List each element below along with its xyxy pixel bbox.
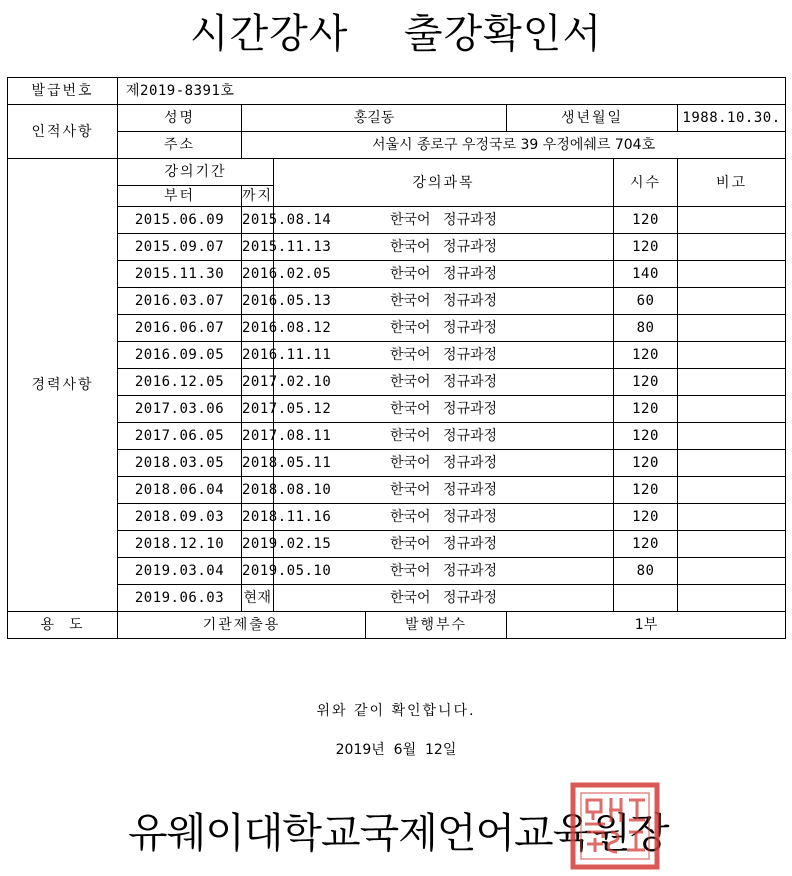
- career-row: [8, 396, 786, 423]
- birth-label: 생년월일: [507, 105, 678, 132]
- career-row: [8, 477, 786, 504]
- note-value: [678, 234, 786, 261]
- course-name: 한국어 정규과정: [274, 261, 614, 288]
- document-title: 시간강사 출강확인서: [189, 11, 603, 57]
- career-row: [8, 558, 786, 585]
- copies-value: 1부: [507, 612, 786, 639]
- period-from: 2019.06.03: [118, 585, 242, 612]
- career-row: [8, 531, 786, 558]
- course-name: 한국어 정규과정: [274, 315, 614, 342]
- career-row: [8, 450, 786, 477]
- career-row: [8, 369, 786, 396]
- note-value: [678, 288, 786, 315]
- note-value: [678, 450, 786, 477]
- usage-section: [8, 612, 786, 639]
- hours-header: 시수: [614, 159, 678, 207]
- career-row: [8, 315, 786, 342]
- hours-value: 140: [614, 261, 678, 288]
- from-header: 부터: [118, 186, 242, 207]
- hours-value: [614, 585, 678, 612]
- course-name: 한국어 정규과정: [274, 207, 614, 234]
- to-header: 까지: [242, 186, 274, 207]
- period-to: 2019.02.15: [242, 531, 274, 558]
- course-name: 한국어 정규과정: [274, 477, 614, 504]
- period-from: 2015.09.07: [118, 234, 242, 261]
- note-value: [678, 504, 786, 531]
- period-to: 2017.08.11: [242, 423, 274, 450]
- period-to: 2018.05.11: [242, 450, 274, 477]
- period-from: 2018.12.10: [118, 531, 242, 558]
- course-name: 한국어 정규과정: [274, 396, 614, 423]
- period-from: 2016.03.07: [118, 288, 242, 315]
- hours-value: 120: [614, 342, 678, 369]
- period-to: 2016.08.12: [242, 315, 274, 342]
- period-from: 2018.09.03: [118, 504, 242, 531]
- hours-value: 80: [614, 315, 678, 342]
- period-to: 2018.11.16: [242, 504, 274, 531]
- personal-section-label: 인적사항: [8, 105, 118, 159]
- period-from: 2016.12.05: [118, 369, 242, 396]
- period-from: 2015.06.09: [118, 207, 242, 234]
- course-name: 한국어 정규과정: [274, 423, 614, 450]
- note-value: [678, 342, 786, 369]
- hours-value: 120: [614, 504, 678, 531]
- course-name: 한국어 정규과정: [274, 369, 614, 396]
- period-from: 2016.09.05: [118, 342, 242, 369]
- hours-value: 120: [614, 207, 678, 234]
- hours-value: 80: [614, 558, 678, 585]
- official-seal-stamp: [569, 780, 661, 872]
- issue-section: [8, 78, 786, 159]
- course-name: 한국어 정규과정: [274, 342, 614, 369]
- course-name: 한국어 정규과정: [274, 288, 614, 315]
- note-value: [678, 423, 786, 450]
- hours-value: 120: [614, 369, 678, 396]
- course-name: 한국어 정규과정: [274, 531, 614, 558]
- address-label: 주소: [118, 132, 242, 159]
- hours-value: 120: [614, 531, 678, 558]
- course-name: 한국어 정규과정: [274, 504, 614, 531]
- period-to: 2016.05.13: [242, 288, 274, 315]
- period-from: 2017.06.05: [118, 423, 242, 450]
- course-name: 한국어 정규과정: [274, 585, 614, 612]
- note-value: [678, 369, 786, 396]
- course-name: 한국어 정규과정: [274, 450, 614, 477]
- period-from: 2018.06.04: [118, 477, 242, 504]
- career-row: [8, 342, 786, 369]
- issue-date: 2019년 6월 12일: [335, 742, 457, 758]
- usage-value: 기관제출용: [118, 612, 366, 639]
- course-name: 한국어 정규과정: [274, 558, 614, 585]
- course-header: 강의과목: [274, 159, 614, 207]
- confirmation-text: 위와 같이 확인합니다.: [316, 703, 476, 719]
- issue-number-label: 발급번호: [8, 78, 118, 105]
- note-value: [678, 207, 786, 234]
- address-value: 서울시 종로구 우정국로 39 우정에쉐르 704호: [242, 132, 786, 159]
- note-value: [678, 315, 786, 342]
- certificate-table: [7, 77, 786, 639]
- hours-value: 120: [614, 477, 678, 504]
- note-value: [678, 261, 786, 288]
- note-value: [678, 396, 786, 423]
- name-label: 성명: [118, 105, 242, 132]
- hours-value: 120: [614, 234, 678, 261]
- issue-number: 제2019-8391호: [118, 78, 786, 105]
- birth-value: 1988.10.30.: [678, 105, 786, 132]
- hours-value: 120: [614, 423, 678, 450]
- hours-value: 120: [614, 396, 678, 423]
- period-to: 2016.11.11: [242, 342, 274, 369]
- career-section: [8, 159, 786, 612]
- period-to: 2015.08.14: [242, 207, 274, 234]
- note-value: [678, 477, 786, 504]
- period-to: 현재: [242, 585, 274, 612]
- usage-label: 용 도: [8, 612, 118, 639]
- career-row: [8, 585, 786, 612]
- career-row: [8, 207, 786, 234]
- period-from: 2016.06.07: [118, 315, 242, 342]
- name-value: 홍길동: [242, 105, 507, 132]
- period-to: 2015.11.13: [242, 234, 274, 261]
- period-to: 2016.02.05: [242, 261, 274, 288]
- course-name: 한국어 정규과정: [274, 234, 614, 261]
- period-to: 2017.02.10: [242, 369, 274, 396]
- note-value: [678, 531, 786, 558]
- hours-value: 60: [614, 288, 678, 315]
- note-header: 비고: [678, 159, 786, 207]
- hours-value: 120: [614, 450, 678, 477]
- period-from: 2015.11.30: [118, 261, 242, 288]
- issuer-name: 유웨이대학교국제언어교육원장: [128, 809, 669, 857]
- copies-label: 발행부수: [366, 612, 507, 639]
- career-row: [8, 423, 786, 450]
- period-to: 2018.08.10: [242, 477, 274, 504]
- period-from: 2017.03.06: [118, 396, 242, 423]
- note-value: [678, 558, 786, 585]
- period-from: 2019.03.04: [118, 558, 242, 585]
- career-row: [8, 234, 786, 261]
- period-to: 2019.05.10: [242, 558, 274, 585]
- period-header: 강의기간: [118, 159, 274, 186]
- note-value: [678, 585, 786, 612]
- career-row: [8, 504, 786, 531]
- period-to: 2017.05.12: [242, 396, 274, 423]
- career-row: [8, 261, 786, 288]
- period-from: 2018.03.05: [118, 450, 242, 477]
- career-row: [8, 288, 786, 315]
- career-section-label: 경력사항: [8, 159, 118, 612]
